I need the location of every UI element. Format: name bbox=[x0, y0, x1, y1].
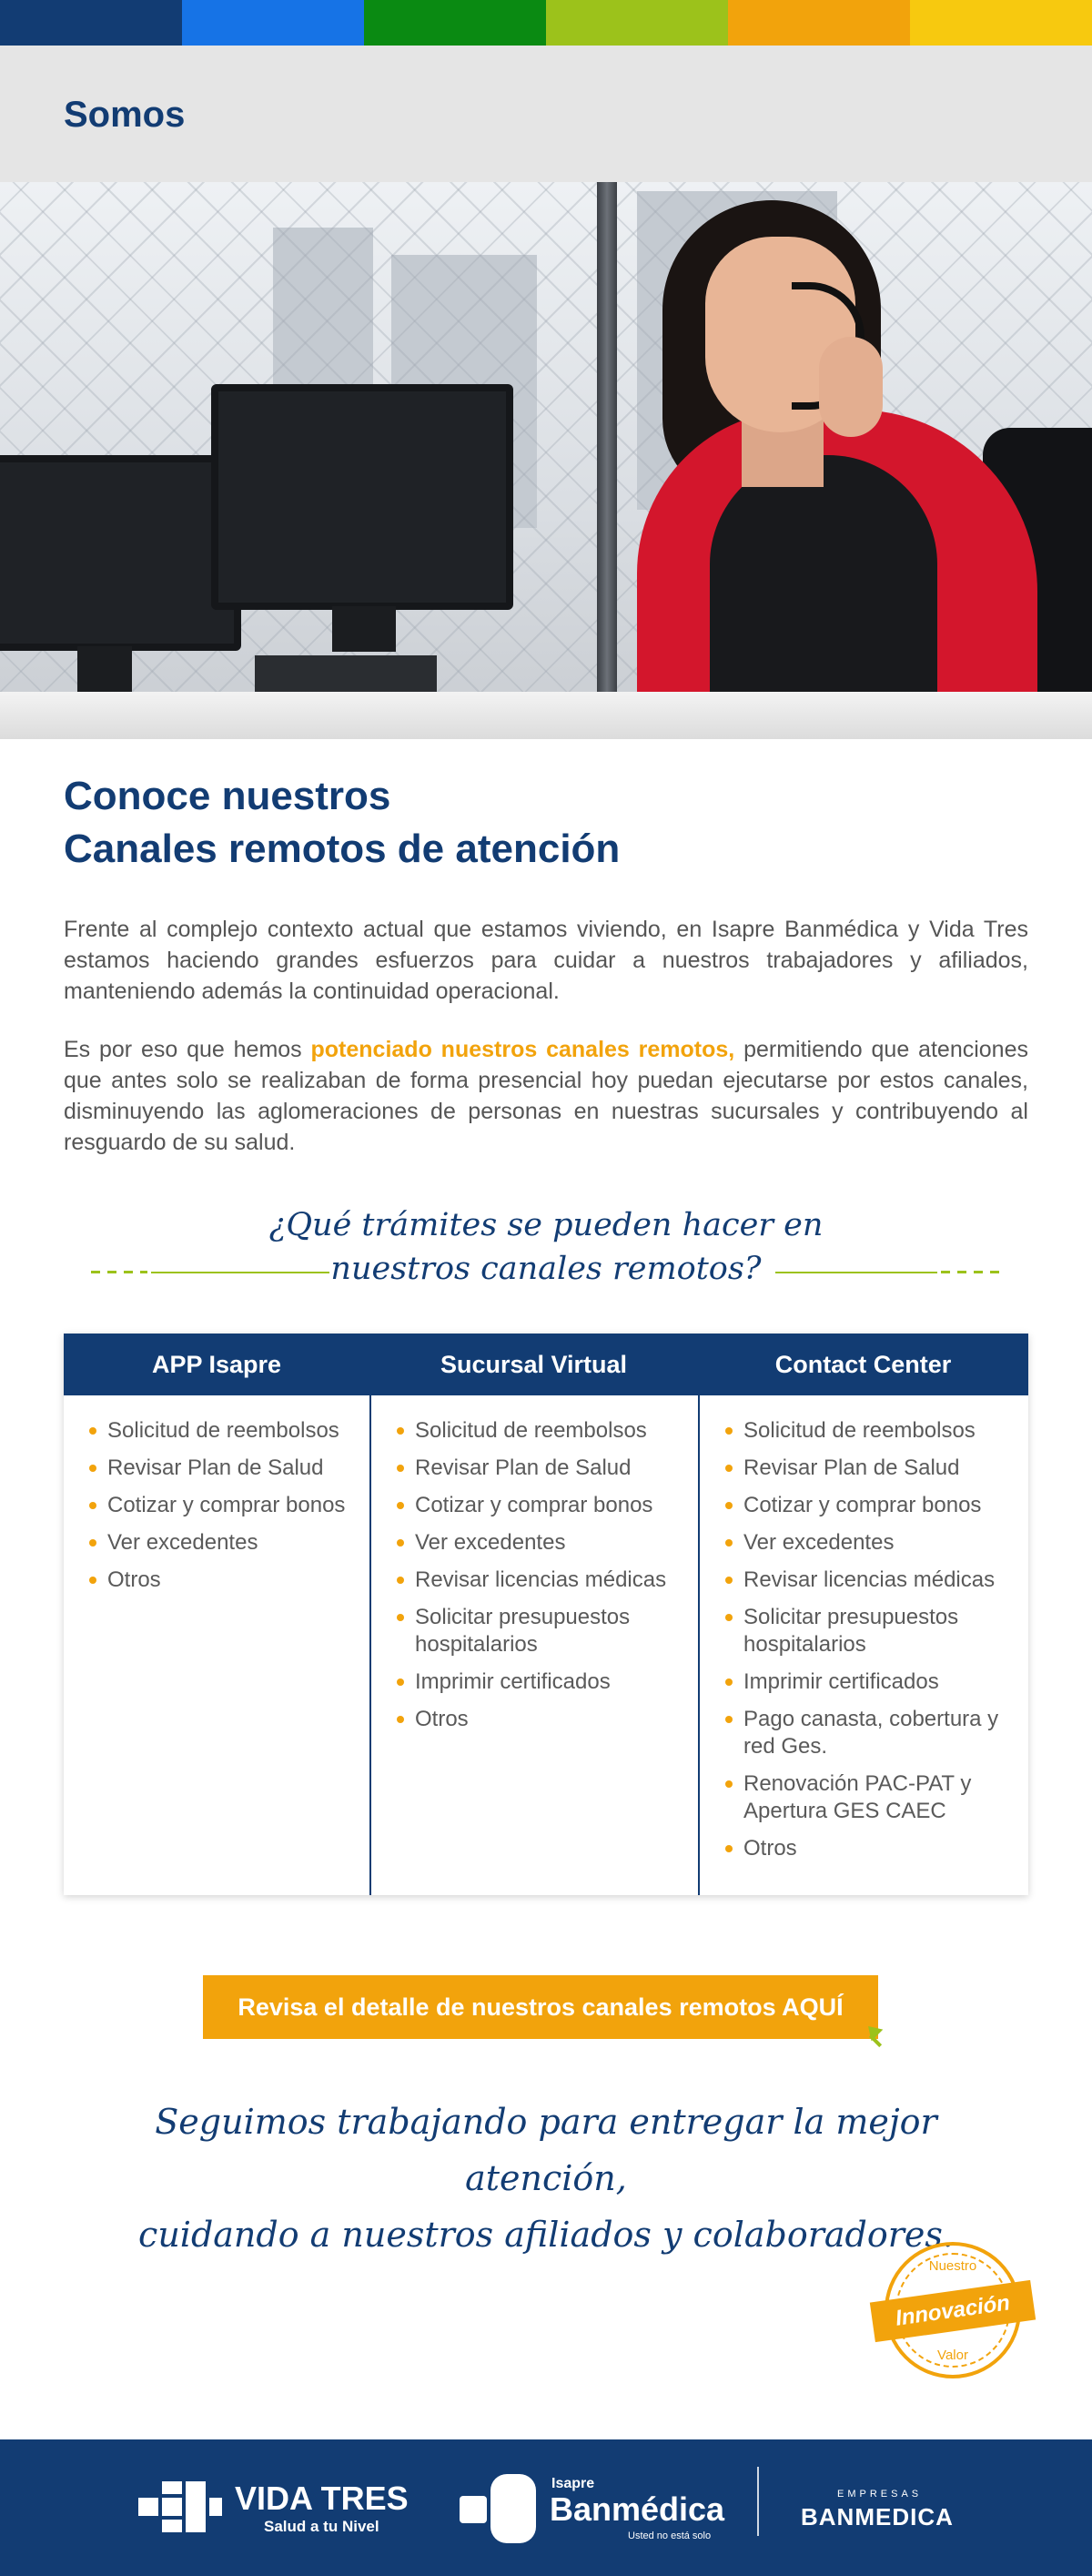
seal-bottom-text: Valor bbox=[937, 2348, 968, 2363]
vidatres-tagline: Salud a tu Nivel bbox=[264, 2518, 379, 2535]
list-item: Imprimir certificados bbox=[395, 1668, 685, 1696]
list-item: Cotizar y comprar bonos bbox=[395, 1492, 685, 1519]
question-heading bbox=[91, 1203, 1001, 1291]
list-item: Otros bbox=[87, 1567, 357, 1594]
column-contact-center bbox=[698, 1395, 1028, 1895]
decorative-line-right bbox=[775, 1272, 937, 1273]
section-title bbox=[64, 770, 1028, 876]
desk bbox=[0, 692, 1092, 739]
list-item: Revisar Plan de Salud bbox=[723, 1455, 1016, 1482]
list-item: Solicitud de reembolsos bbox=[87, 1417, 357, 1445]
hero-image bbox=[0, 182, 1092, 739]
list-item: Imprimir certificados bbox=[723, 1668, 1016, 1696]
decorative-dashes-left bbox=[91, 1271, 147, 1273]
logo-block bbox=[162, 2520, 182, 2532]
column-header-sucursal: Sucursal Virtual bbox=[440, 1351, 628, 1378]
intro-paragraph: Frente al complejo contexto actual que estamos viviendo, en Isapre Banmédica y Vida Tres estamos haciendo grandes esfuerzos para cuidar a nuestros trabajadores y afiliados, manteniendo además la continuidad operacional. bbox=[64, 917, 1028, 1004]
logo-block bbox=[209, 2498, 222, 2516]
footer-divider bbox=[757, 2467, 759, 2536]
column-sucursal-virtual bbox=[369, 1395, 698, 1895]
monitor-stand bbox=[332, 606, 396, 652]
list-item: Renovación PAC-PAT y Apertura GES CAEC bbox=[723, 1770, 1016, 1825]
banmedica-name: Banmédica bbox=[550, 2490, 725, 2528]
list-item: Solicitud de reembolsos bbox=[395, 1417, 685, 1445]
channel-list bbox=[700, 1395, 1028, 1862]
column-header-contact: Contact Center bbox=[774, 1351, 952, 1378]
section-title-line2: Canales remotos de atención bbox=[64, 827, 621, 871]
color-strip-segment bbox=[728, 0, 910, 46]
list-item: Pago canasta, cobertura y red Ges. bbox=[723, 1706, 1016, 1760]
page-title: Somos bbox=[64, 95, 186, 135]
list-item: Ver excedentes bbox=[723, 1529, 1016, 1557]
vidatres-logo-icon bbox=[138, 2481, 222, 2532]
vidatres-name: VIDA TRES bbox=[235, 2480, 409, 2517]
list-item: Revisar Plan de Salud bbox=[87, 1455, 357, 1482]
seal-top-text: Nuestro bbox=[928, 2258, 977, 2274]
channels-table bbox=[64, 1334, 1028, 1895]
column-app-isapre bbox=[64, 1395, 369, 1895]
channel-list bbox=[371, 1395, 698, 1733]
question-line2: nuestros canales remotos? bbox=[330, 1251, 762, 1287]
logo-block bbox=[490, 2474, 536, 2543]
innovation-seal bbox=[885, 2242, 1021, 2378]
seal-ribbon: Innovación bbox=[870, 2280, 1036, 2342]
header-band bbox=[0, 46, 1092, 182]
color-strip-segment bbox=[910, 0, 1092, 46]
section-title-line1: Conoce nuestros bbox=[64, 774, 391, 818]
logo-block bbox=[162, 2498, 182, 2516]
logo-block bbox=[138, 2498, 158, 2516]
closing-line2: cuidando a nuestros afiliados y colaboradores. bbox=[138, 2215, 954, 2255]
color-strip-segment bbox=[0, 0, 182, 46]
decorative-line-left bbox=[151, 1272, 329, 1273]
empresas-banmedica-name: BANMEDICA bbox=[801, 2503, 954, 2530]
decorative-dashes-right bbox=[941, 1271, 1001, 1273]
list-item: Revisar licencias médicas bbox=[723, 1567, 1016, 1594]
isapre-label: Isapre bbox=[551, 2476, 595, 2491]
color-strip-segment bbox=[182, 0, 364, 46]
remote-channels-detail-button[interactable]: Revisa el detalle de nuestros canales remotos AQUÍ bbox=[203, 1975, 878, 2039]
list-item: Ver excedentes bbox=[87, 1529, 357, 1557]
person-hand bbox=[819, 337, 883, 437]
logo-block bbox=[460, 2496, 487, 2523]
column-header-app: APP Isapre bbox=[151, 1351, 282, 1378]
list-item: Solicitud de reembolsos bbox=[723, 1417, 1016, 1445]
channel-list bbox=[64, 1395, 369, 1594]
color-strip-segment bbox=[364, 0, 546, 46]
paragraph-text: Es por eso que hemos bbox=[64, 1037, 311, 1062]
list-item: Ver excedentes bbox=[395, 1529, 685, 1557]
table-header bbox=[64, 1334, 1028, 1395]
brand-color-strip bbox=[0, 0, 1092, 46]
banmedica-logo-icon bbox=[460, 2474, 538, 2543]
empresas-label: EMPRESAS bbox=[837, 2489, 923, 2500]
closing-message bbox=[73, 2094, 1019, 2263]
list-item: Solicitar presupuestos hospitalarios bbox=[723, 1604, 1016, 1658]
color-strip-segment bbox=[546, 0, 728, 46]
monitor-left bbox=[0, 455, 241, 651]
logo-block bbox=[162, 2481, 182, 2494]
window-pole bbox=[597, 182, 617, 739]
list-item: Otros bbox=[723, 1835, 1016, 1862]
highlight-text: potenciado nuestros canales remotos, bbox=[310, 1037, 735, 1062]
list-item: Solicitar presupuestos hospitalarios bbox=[395, 1604, 685, 1658]
monitor-center bbox=[211, 384, 513, 610]
list-item: Revisar licencias médicas bbox=[395, 1567, 685, 1594]
channels-paragraph bbox=[64, 1034, 1028, 1158]
paragraph-text: permitiendo que atenciones que antes solo se realizaban de forma presencial hoy puedan ejecutarse por estos canales, disminuyendo las aglomeraciones de personas en nuestras sucursales y contribuyendo al resguardo de su salud. bbox=[64, 1037, 1028, 1155]
list-item: Cotizar y comprar bonos bbox=[87, 1492, 357, 1519]
question-line1: ¿Qué trámites se pueden hacer en bbox=[268, 1207, 824, 1243]
list-item: Cotizar y comprar bonos bbox=[723, 1492, 1016, 1519]
closing-line1: Seguimos trabajando para entregar la mejor atención, bbox=[155, 2102, 937, 2198]
banmedica-tagline: Usted no está solo bbox=[628, 2530, 712, 2541]
list-item: Otros bbox=[395, 1706, 685, 1733]
list-item: Revisar Plan de Salud bbox=[395, 1455, 685, 1482]
logo-block bbox=[186, 2481, 206, 2532]
footer bbox=[0, 2439, 1092, 2576]
